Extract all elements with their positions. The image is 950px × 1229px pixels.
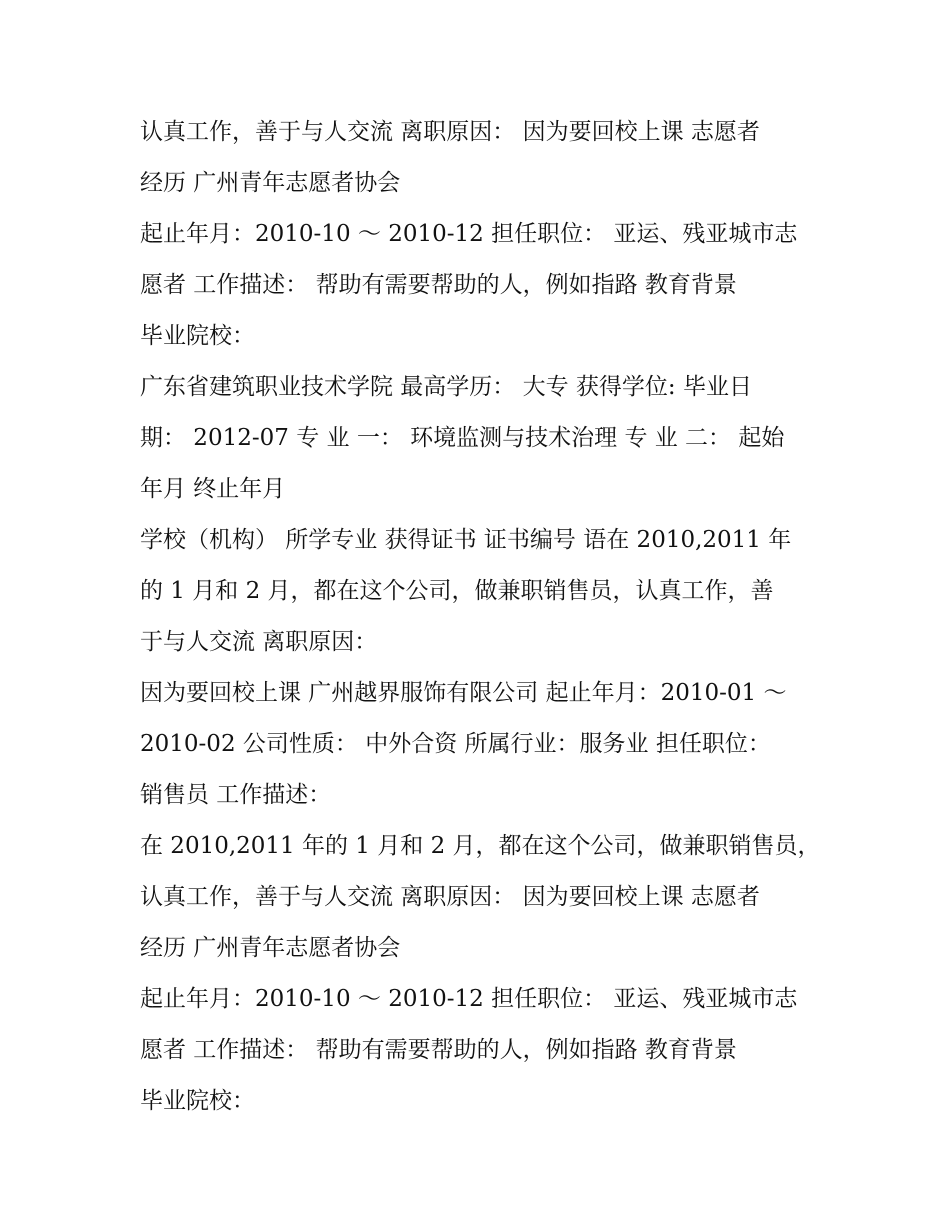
document-body	[140, 107, 821, 1127]
text-line: 学校（机构） 所学专业 获得证书 证书编号 语在 2010,2011 年	[140, 527, 792, 553]
text-line: 毕业院校：	[140, 1088, 255, 1114]
text-line: 的 1 月和 2 月，都在这个公司，做兼职销售员，认真工作，善	[140, 578, 774, 604]
text-line: 因为要回校上课 广州越界服饰有限公司 起止年月：2010-01 ～	[140, 680, 787, 706]
text-line: 2010-02 公司性质： 中外合资 所属行业：服务业 担任职位：	[140, 731, 771, 757]
text-line: 年月 终止年月	[140, 476, 286, 502]
text-line: 经历 广州青年志愿者协会	[140, 170, 401, 196]
text-line: 起止年月：2010-10 ～ 2010-12 担任职位： 亚运、残亚城市志	[140, 221, 798, 247]
text-line: 愿者 工作描述： 帮助有需要帮助的人，例如指路 教育背景	[140, 272, 737, 298]
text-line: 毕业院校：	[140, 323, 255, 349]
text-line: 于与人交流 离职原因：	[140, 629, 378, 655]
text-line: 认真工作，善于与人交流 离职原因： 因为要回校上课 志愿者	[140, 884, 760, 910]
text-line: 认真工作，善于与人交流 离职原因： 因为要回校上课 志愿者	[140, 119, 760, 145]
text-line: 愿者 工作描述： 帮助有需要帮助的人，例如指路 教育背景	[140, 1037, 737, 1063]
text-line: 起止年月：2010-10 ～ 2010-12 担任职位： 亚运、残亚城市志	[140, 986, 798, 1012]
text-line: 广东省建筑职业技术学院 最高学历： 大专 获得学位: 毕业日	[140, 374, 752, 400]
text-line: 销售员 工作描述：	[140, 782, 332, 808]
text-line: 期： 2012-07 专 业 一： 环境监测与技术治理 专 业 二： 起始	[140, 425, 785, 451]
text-line: 经历 广州青年志愿者协会	[140, 935, 401, 961]
text-line: 在 2010,2011 年的 1 月和 2 月，都在这个公司，做兼职销售员，	[140, 833, 821, 859]
